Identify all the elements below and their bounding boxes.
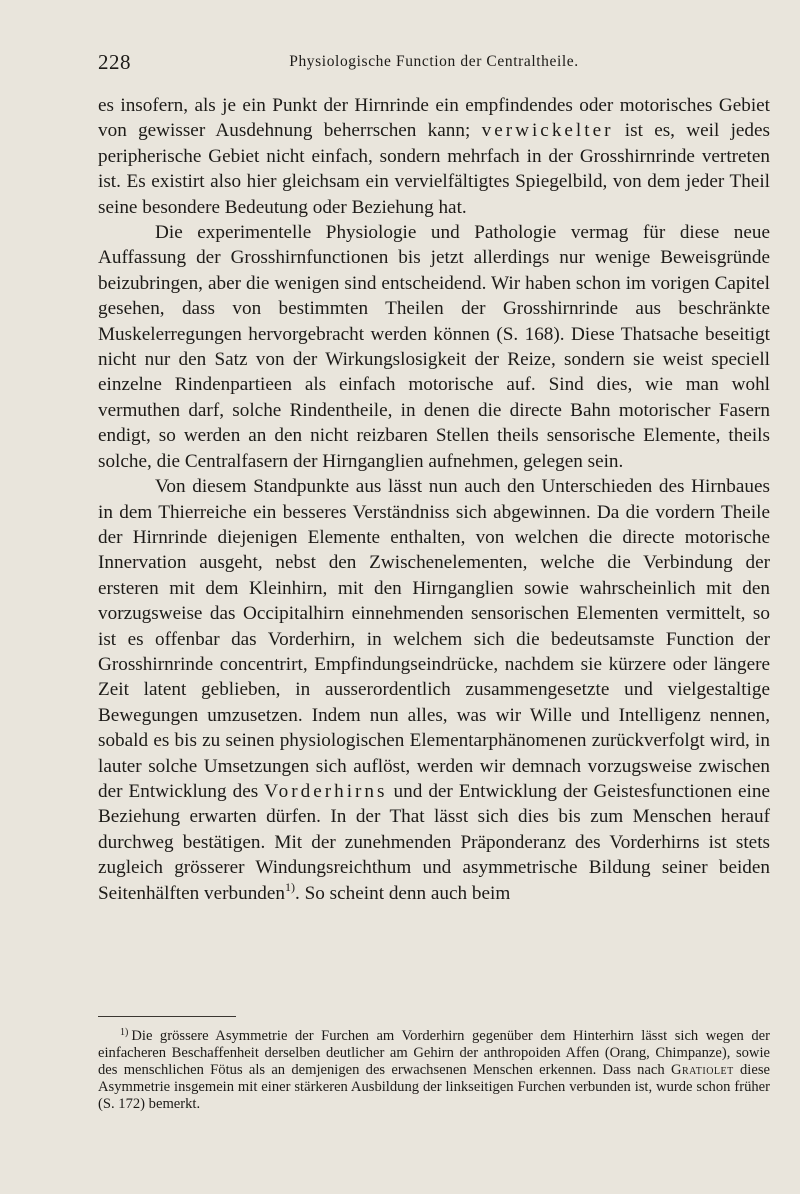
page-number: 228 [98, 50, 131, 74]
paragraph-3-text-a: Von diesem Standpunkte aus lässt nun auch den Unterschieden des Hirnbaues in dem Thierreiche ein besseres Verständniss sich abgewinnen. Da die vordern Theile der Hirnrinde diejenigen Elemente enthalten, von welchen die directe motorische Innervation ausgeht, nebst den Zwischenelementen, welche die Verbindung der ersteren mit dem Kleinhirn, mit den Hirnganglien sowie wahrscheinlich mit den vorzugsweise das Occipitalhirn einnehmenden sensorischen Elementen vermittelt, so ist es offenbar das Vorderhirn, in welchem sich die bedeutsamste Function der Grosshirnrinde concentrirt, Empfindungseindrücke, nachdem sie kürzere oder längere Zeit latent geblieben, in ausserordentlich zusammengesetzte und vielgestaltige Bewegungen umzusetzen. Indem nun alles, was wir Wille und Intelligenz nennen, sobald es bis zu seinen physiologischen Elementarphänomenen zurückverfolgt wird, in lauter solche Umsetzungen sich auflöst, werden wir demnach vorzugsweise zwischen der Entwicklung des [98, 476, 770, 802]
footnote-text-b: diese Asymmetrie insgemein mit einer stärkeren Ausbildung der linkseitigen Furchen verbunden ist, wurde schon früher (S. 172) bemerkt. [98, 1061, 770, 1112]
paragraph-3-text-b: und der Entwicklung der Geistesfunctionen eine Beziehung erwarten dürfen. In der That lässt sich dies bis zum Menschen herauf durchweg bestätigen. Mit der zunehmenden Präponderanz des Vorderhirns ist stets zugleich grösserer Windungsreichthum und asymmetrische Bildung seiner beiden Seitenhälften verbunden [98, 780, 770, 904]
footnote-mark: 1) [120, 1027, 129, 1038]
footnote [98, 1028, 770, 1113]
paragraph-1-emphasis: verwickelter [481, 120, 614, 142]
paragraph-2 [98, 220, 770, 474]
paragraph-3-emphasis: Vorderhirns [264, 780, 388, 802]
paragraph-3-text-c: . So scheint denn auch beim [295, 882, 511, 904]
paragraph-1-text-a: es insofern, als je ein Punkt der Hirnrinde ein empfindendes oder motorisches Gebiet von gewisser Ausdehnung beherrschen kann; [98, 95, 770, 142]
running-head [98, 50, 770, 80]
footnote-reference[interactable]: 1) [285, 879, 296, 894]
footnote-divider [98, 1016, 236, 1017]
paragraph-1-text-b: ist es, weil jedes peripherische Gebiet nicht einfach, sondern mehrfach in der Grosshirnrinde vertreten ist. Es existirt also hier gleichsam ein vervielfältigtes Spiegelbild, von dem jeder Theil seine besondere Bedeutung oder Beziehung hat. [98, 120, 771, 218]
paragraph-3 [98, 474, 770, 906]
paragraph-1 [98, 93, 770, 220]
paragraph-2-text: Die experimentelle Physiologie und Pathologie vermag für diese neue Auffassung der Grosshirnfunctionen bis jetzt allerdings nur wenige Beweisgründe beizubringen, aber die wenigen sind entscheidend. Wir haben schon im vorigen Capitel gesehen, dass von bestimmten Theilen der Grosshirnrinde aus beschränkte Muskelerregungen hervorgebracht werden können (S. 168). Diese Thatsache beseitigt nicht nur den Satz von der Wirkungslosigkeit der Reize, sondern sie weist speciell einzelne Rindenpartieen als einfach motorische auf. Sind dies, wie man wohl vermuthen darf, solche Rindentheile, in denen die directe Bahn motorischer Fasern endigt, so werden an den nicht reizbaren Stellen theils sensorische Elemente, theils solche, die Centralfasern der Hirnganglien aufnehmen, gelegen sein. [98, 222, 770, 472]
footnote-text-a: Die grössere Asymmetrie der Furchen am Vorderhirn gegenüber dem Hinterhirn lässt sich wegen der einfacheren Beschaffenheit derselben deutlicher am Gehirn der anthropoiden Affen (Orang, Chimpanze), sowie des menschlichen Fötus als an demjenigen des erwachsenen Menschen erkennen. Dass nach [98, 1028, 770, 1078]
running-title: Physiologische Function der Centraltheile. [289, 53, 579, 70]
footnote-author-name: Gratiolet [670, 1061, 734, 1078]
body-text [98, 93, 770, 906]
